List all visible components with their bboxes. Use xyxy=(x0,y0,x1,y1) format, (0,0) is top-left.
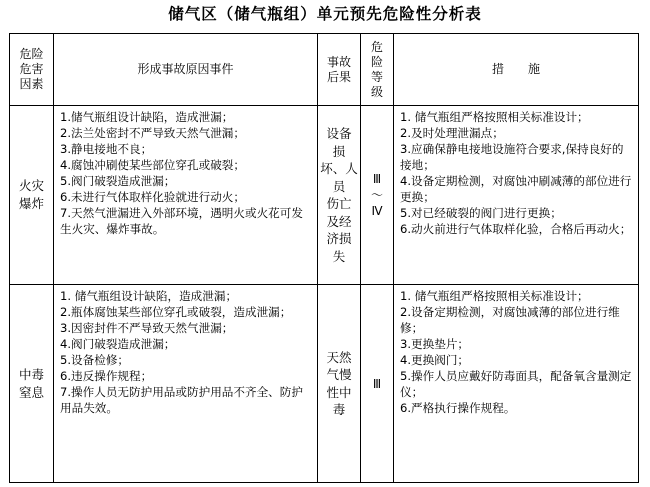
header-consequence xyxy=(318,34,361,106)
header-level xyxy=(361,34,394,106)
consequence-text: 天然 气慢 性中 毒 xyxy=(326,349,352,417)
cause-item: 3.因密封件不严导致天然气泄漏； xyxy=(60,321,234,335)
cause-item: 2.法兰处密封不严导致天然气泄漏； xyxy=(60,126,245,140)
measure-item: 5.操作人员应戴好防毒面具，配备氧含量测定仪； xyxy=(400,369,632,399)
measure-item: 3.更换垫片； xyxy=(400,337,470,351)
level-text: Ⅲ xyxy=(372,376,382,391)
consequence-cell xyxy=(318,285,361,483)
hazard-cell xyxy=(10,285,54,483)
hazard-cell xyxy=(10,106,54,285)
measure-item: 3.应确保静电接地设施符合要求,保持良好的接地； xyxy=(400,142,624,172)
cause-item: 2.瓶体腐蚀某些部位穿孔或破裂，造成泄漏； xyxy=(60,305,292,319)
cause-item: 3.静电接地不良； xyxy=(60,142,153,156)
cause-item: 7.天然气泄漏进入外部环境，遇明火或火花可发生火灾、爆炸事故。 xyxy=(60,206,303,236)
consequence-text: 设备 损 坏、人员 伤亡 及经 济损 失 xyxy=(320,126,358,264)
cause-cell xyxy=(54,285,318,483)
hazard-name: 中毒 窒息 xyxy=(18,366,44,400)
header-cause-label: 形成事故原因事件 xyxy=(137,62,234,76)
header-level-label: 危 险 等 级 xyxy=(370,39,383,99)
cause-item: 5.设备检修； xyxy=(60,353,130,367)
measure-item: 6.严格执行操作规程。 xyxy=(400,401,516,415)
cause-item: 4.腐蚀冲刷使某些部位穿孔或破裂； xyxy=(60,158,245,172)
table-header-row xyxy=(10,34,639,106)
cause-item: 6.未进行气体取样化验就进行动火； xyxy=(60,190,245,204)
level-cell xyxy=(361,106,394,285)
header-consequence-label: 事故 后果 xyxy=(326,54,351,84)
level-text: Ⅲ ～ Ⅳ xyxy=(370,172,383,218)
cause-item: 7.操作人员无防护用品或防护用品不齐全、防护用品失效。 xyxy=(60,385,303,415)
header-measures-label: 措 施 xyxy=(491,62,540,76)
table-row xyxy=(10,106,639,285)
cause-item: 6.违反操作规程； xyxy=(60,369,153,383)
cause-cell xyxy=(54,106,318,285)
measure-item: 6.动火前进行气体取样化验，合格后再动火； xyxy=(400,222,632,236)
measure-item: 2.设备定期检测，对腐蚀减薄的部位进行维修； xyxy=(400,305,620,335)
measure-item: 4.设备定期检测，对腐蚀冲刷减薄的部位进行更换； xyxy=(400,174,632,204)
header-hazard xyxy=(10,34,54,106)
table-row xyxy=(10,285,639,483)
level-cell xyxy=(361,285,394,483)
measure-item: 2.及时处理泄漏点； xyxy=(400,126,504,140)
cause-item: 1. 储气瓶组设计缺陷，造成泄漏； xyxy=(60,289,238,303)
cause-item: 1.储气瓶组设计缺陷，造成泄漏； xyxy=(60,110,234,124)
hazard-analysis-table xyxy=(9,33,639,483)
measure-item: 4.更换阀门； xyxy=(400,353,470,367)
header-measures xyxy=(394,34,639,106)
measure-item: 5.对已经破裂的阀门进行更换； xyxy=(400,206,562,220)
measure-item: 1. 储气瓶组严格按照相关标准设计； xyxy=(400,289,589,303)
measure-item: 1. 储气瓶组严格按照相关标准设计； xyxy=(400,110,589,124)
cause-item: 4.阀门破裂造成泄漏； xyxy=(60,337,176,351)
cause-item: 5.阀门破裂造成泄漏； xyxy=(60,174,176,188)
measures-cell xyxy=(394,285,639,483)
table-title: 储气区（储气瓶组）单元预先危险性分析表 xyxy=(168,5,482,23)
hazard-name: 火灾 爆炸 xyxy=(18,178,44,211)
measures-cell xyxy=(394,106,639,285)
consequence-cell xyxy=(318,106,361,285)
header-cause xyxy=(54,34,318,106)
header-hazard-label: 危险 危害 因素 xyxy=(19,47,44,91)
